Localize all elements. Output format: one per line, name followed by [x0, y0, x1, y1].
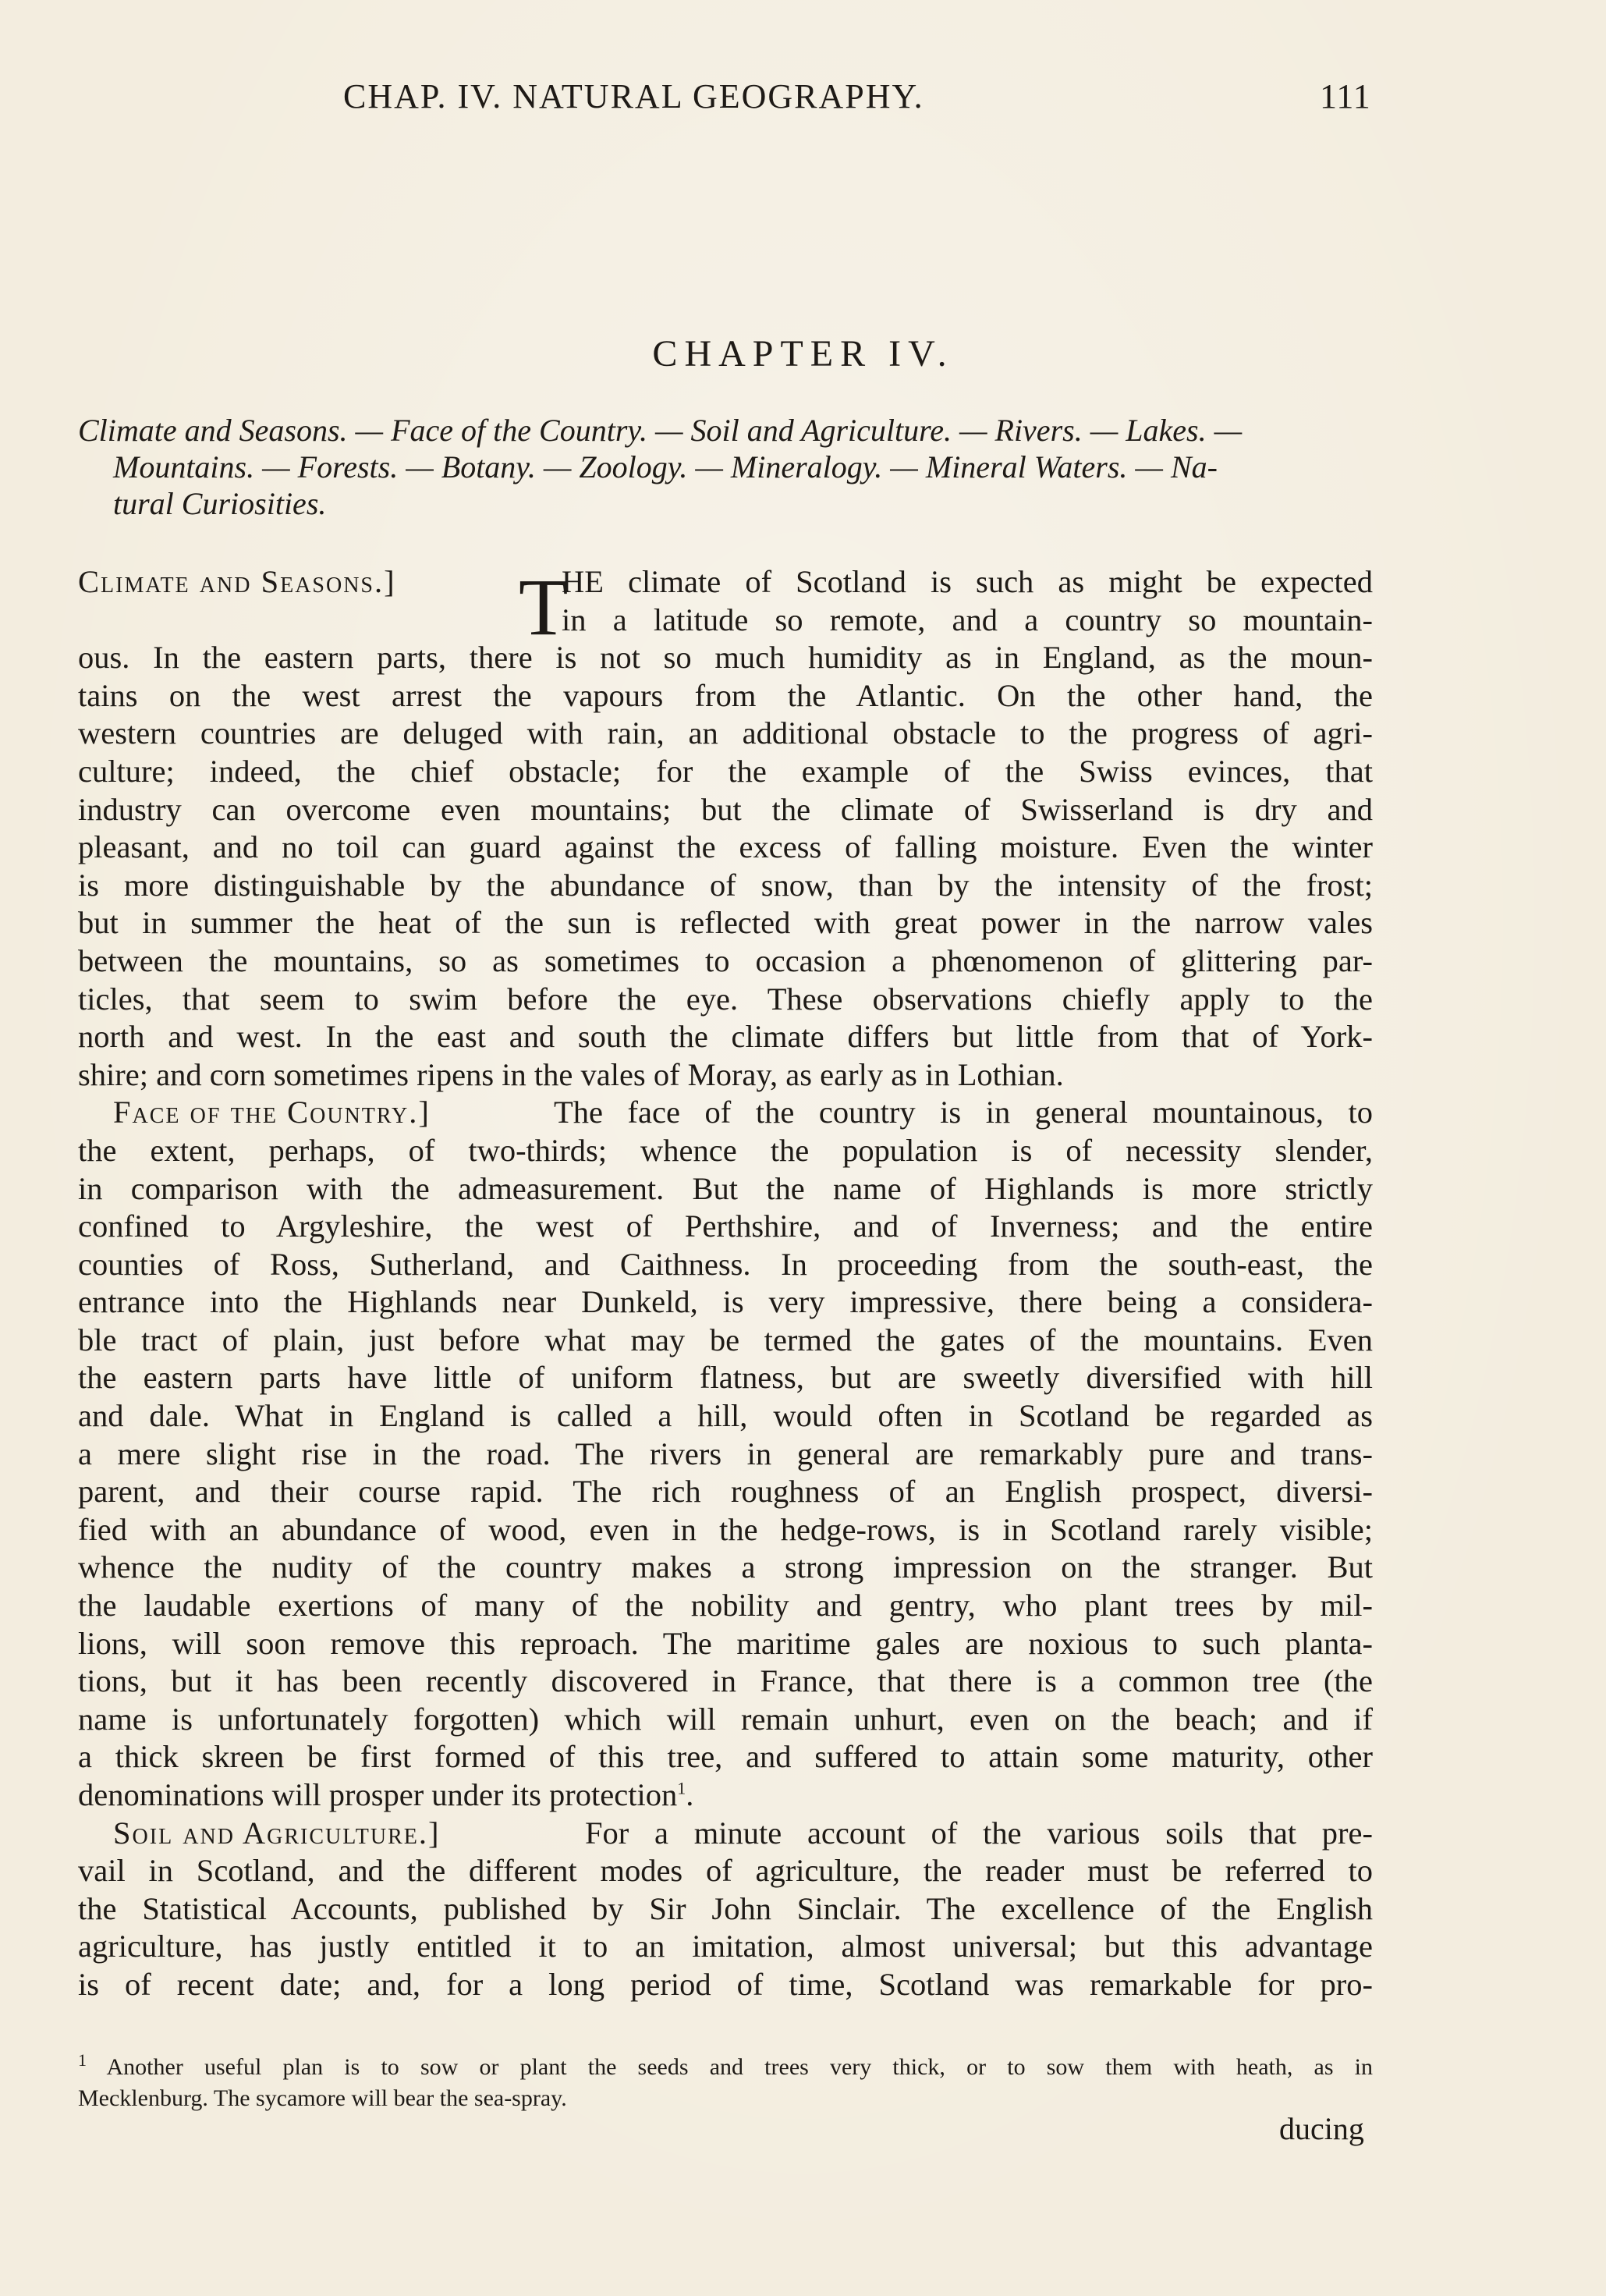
paragraph-line: vail in Scotland, and the different modes of agriculture, the reader must be referred to: [78, 1853, 1373, 1889]
section-heading-climate: Climate and Seasons.]: [78, 564, 396, 599]
paragraph-line: shire; and corn sometimes ripens in the vales of Moray, as early as in Lothian.: [78, 1056, 1064, 1092]
paragraph-line: [78, 1815, 1373, 1853]
paragraph-line: ticles, that seem to swim before the eye. These observations chiefly apply to the: [78, 981, 1373, 1017]
page-number: 111: [1320, 77, 1371, 115]
paragraph-line: western countries are deluged with rain, an additional obstacle to the progress of agri-: [78, 715, 1373, 751]
paragraph-line: fied with an abundance of wood, even in the hedge-rows, is in Scotland rarely visible;: [78, 1511, 1373, 1547]
page-header: [78, 76, 1404, 123]
paragraph-line: [78, 563, 1373, 602]
paragraph-line: [78, 1776, 1373, 1815]
chapter-heading: CHAPTER IV.: [652, 333, 954, 374]
paragraph-climate: [78, 563, 1373, 1094]
paragraph-line: lions, will soon remove this reproach. The maritime gales are noxious to such planta-: [78, 1625, 1373, 1661]
paragraph-line: the laudable exertions of many of the nobility and gentry, who plant trees by mil-: [78, 1588, 1373, 1624]
paragraph-line: north and west. In the east and south the climate differs but little from that of York-: [78, 1019, 1373, 1055]
paragraph-line: the extent, perhaps, of two-thirds; whence the population is of necessity slender,: [78, 1132, 1373, 1168]
line-text: denominations will prosper under its protection: [78, 1777, 678, 1812]
contents-line: tural Curiosities.: [113, 486, 327, 521]
paragraph-line: tions, but it has been recently discovered in France, that there is a common tree (the: [78, 1663, 1373, 1699]
paragraph-line: counties of Ross, Sutherland, and Caithness. In proceeding from the south-east, the: [78, 1246, 1373, 1282]
line-text: For a minute account of the various soils that pre-: [585, 1815, 1373, 1851]
catchword: ducing: [1279, 2111, 1364, 2146]
footnote-text: Another useful plan is to sow or plant the seeds and trees very thick, or to sow them with heath, as in: [106, 2054, 1373, 2080]
paragraph-line: ous. In the eastern parts, there is not so much humidity as in England, as the moun-: [78, 640, 1373, 676]
line-text: HE climate of Scotland is such as might be expected: [562, 564, 1373, 599]
running-title: CHAP. IV. NATURAL GEOGRAPHY.: [343, 77, 924, 115]
paragraph-line: is of recent date; and, for a long period of time, Scotland was remarkable for pro-: [78, 1966, 1373, 2002]
paragraph-soil-agriculture: [78, 1815, 1373, 2004]
contents-line: Climate and Seasons. — Face of the Country. — Soil and Agriculture. — Rivers. — Lakes. —: [78, 413, 1243, 448]
paragraph-line: confined to Argyleshire, the west of Perthshire, and of Inverness; and the entire: [78, 1208, 1373, 1244]
body-text: [78, 563, 1373, 2004]
chapter-contents: [78, 412, 1404, 522]
paragraph-line: pleasant, and no toil can guard against the excess of falling moisture. Even the winter: [78, 829, 1373, 865]
paragraph-line: in comparison with the admeasurement. But the name of Highlands is more strictly: [78, 1170, 1373, 1206]
paragraph-line: [78, 1094, 1373, 1132]
paragraph-line: parent, and their course rapid. The rich roughness of an English prospect, diversi-: [78, 1474, 1373, 1510]
paragraph-line: a thick skreen be first formed of this tree, and suffered to attain some maturity, other: [78, 1739, 1373, 1775]
paragraph-line: but in summer the heat of the sun is reflected with great power in the narrow vales: [78, 905, 1373, 941]
paragraph-line: in a latitude so remote, and a country so mountain-: [562, 602, 1373, 637]
paragraph-line: is more distinguishable by the abundance of snow, than by the intensity of the frost;: [78, 867, 1373, 903]
paragraph-line: entrance into the Highlands near Dunkeld, is very impressive, there being a considera-: [78, 1284, 1373, 1320]
paragraph-line: ble tract of plain, just before what may be termed the gates of the mountains. Even: [78, 1322, 1373, 1357]
drop-cap: T: [519, 562, 569, 652]
footnote: [78, 2052, 1373, 2114]
footnote-line: Mecklenburg. The sycamore will bear the sea-spray.: [78, 2085, 567, 2111]
line-text: .: [686, 1777, 694, 1812]
footnote-mark: 1: [78, 2050, 87, 2070]
line-text: The face of the country is in general mountainous, to: [554, 1095, 1373, 1130]
paragraph-line: industry can overcome even mountains; but the climate of Swisserland is dry and: [78, 791, 1373, 827]
footnote-reference: 1: [677, 1778, 686, 1798]
footnote-line: [78, 2052, 1373, 2083]
paragraph-line: a mere slight rise in the road. The rivers in general are remarkably pure and trans-: [78, 1435, 1373, 1471]
paragraph-line: name is unfortunately forgotten) which will remain unhurt, even on the beach; and if: [78, 1701, 1373, 1737]
section-heading-face: Face of the Country.]: [113, 1095, 431, 1130]
contents-line: Mountains. — Forests. — Botany. — Zoology. — Mineralogy. — Mineral Waters. — Na-: [113, 449, 1218, 484]
paragraph-line: whence the nudity of the country makes a strong impression on the stranger. But: [78, 1549, 1373, 1585]
paragraph-line: culture; indeed, the chief obstacle; for the example of the Swiss evinces, that: [78, 753, 1373, 789]
paragraph-line: the Statistical Accounts, published by Sir John Sinclair. The excellence of the English: [78, 1890, 1373, 1926]
paragraph-line: agriculture, has justly entitled it to an imitation, almost universal; but this advantage: [78, 1929, 1373, 1964]
paragraph-line: the eastern parts have little of uniform flatness, but are sweetly diversified with hill: [78, 1360, 1373, 1396]
paragraph-line: tains on the west arrest the vapours from the Atlantic. On the other hand, the: [78, 677, 1373, 713]
paragraph-line: and dale. What in England is called a hill, would often in Scotland be regarded as: [78, 1398, 1373, 1434]
section-heading-soil: Soil and Agriculture.]: [113, 1815, 441, 1851]
paragraph-face-of-country: [78, 1094, 1373, 1814]
paragraph-line: between the mountains, so as sometimes to occasion a phœnomenon of glittering par-: [78, 942, 1373, 978]
